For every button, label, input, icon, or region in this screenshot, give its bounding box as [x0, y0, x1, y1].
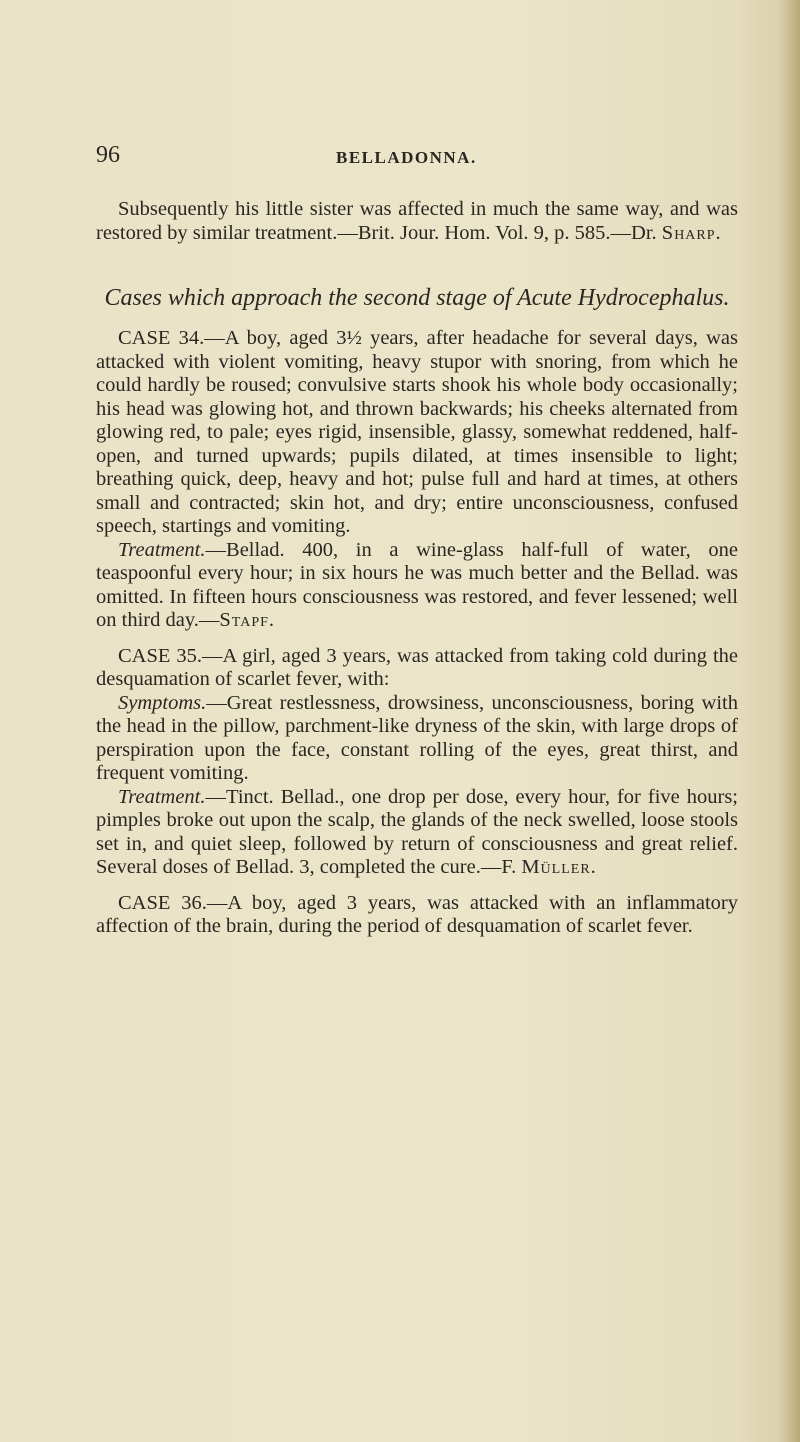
case-34-paragraph [96, 327, 738, 539]
running-head: BELLADONNA. [336, 148, 477, 167]
case-34-text: CASE 34.—A boy, aged 3½ years, after headache for several days, was attacked with violent vomiting, heavy stupor with snoring, from which he could hardly be roused; convulsive starts shook his whole body occasionally; his head was glowing hot, and thrown backwards; his cheeks alternated from glowing red, to pale; eyes rigid, insensible, glassy, somewhat reddened, half-open, and turned upwards; pupils dilated, at times insensible to light; breathing quick, deep, heavy and hot; pulse full and hard at times, at others small and contracted; skin hot, and dry; entire unconsciousness, confused speech, startings and vomiting. [96, 327, 738, 537]
page-number: 96 [96, 142, 120, 168]
page-edge [778, 0, 800, 1442]
page-body [96, 198, 738, 939]
case-35-symptoms-text: —Great restlessness, drowsiness, unconsciousness, boring with the head in the pillow, parchment-like dryness of the skin, with large drops of perspiration upon the face, constant rolling of the eyes, great thirst, and frequent vomiting. [96, 691, 738, 784]
intro-author: Sharp. [661, 221, 722, 244]
case-36-text: CASE 36.—A boy, aged 3 years, was attacked with an inflammatory affection of the brain, during the period of desquamation of scarlet fever. [96, 891, 738, 937]
case-35-treatment [96, 786, 738, 880]
case-35-treatment-label: Treatment. [118, 785, 206, 808]
case-35-author: Müller. [521, 856, 597, 878]
page-header [96, 142, 706, 176]
case-34-treatment-text: —Bellad. 400, in a wine-glass half-full of water, one teaspoonful every hour; in six hours he was much better and the Bellad. was omitted. In fifteen hours consciousness was restored, and fever lessened; well on third day.— [96, 538, 738, 631]
intro-paragraph [96, 198, 738, 245]
case-35-symptoms-label: Symptoms. [118, 691, 207, 714]
case-35-symptoms [96, 692, 738, 786]
section-heading: Cases which approach the second stage of Acute Hydrocephalus. [104, 285, 730, 311]
case-35-paragraph [96, 645, 738, 692]
case-34-treatment-label: Treatment. [118, 538, 206, 561]
case-36-paragraph [96, 892, 738, 939]
case-35-text: CASE 35.—A girl, aged 3 years, was attacked from taking cold during the desquamation of scarlet fever, with: [96, 644, 738, 690]
intro-text: Subsequently his little sister was affected in much the same way, and was restored by similar treatment.—Brit. Jour. Hom. Vol. 9, p. 585.—Dr. [96, 198, 738, 244]
case-34-author: Stapf. [219, 609, 276, 631]
case-35-treatment-text: —Tinct. Bellad., one drop per dose, every hour, for five hours; pimples broke out upon the scalp, the glands of the neck swelled, loose stools set in, and quiet sleep, followed by return of consciousness and great relief. Several doses of Bellad. 3, completed the cure.—F. [96, 785, 738, 878]
case-34-treatment [96, 539, 738, 633]
